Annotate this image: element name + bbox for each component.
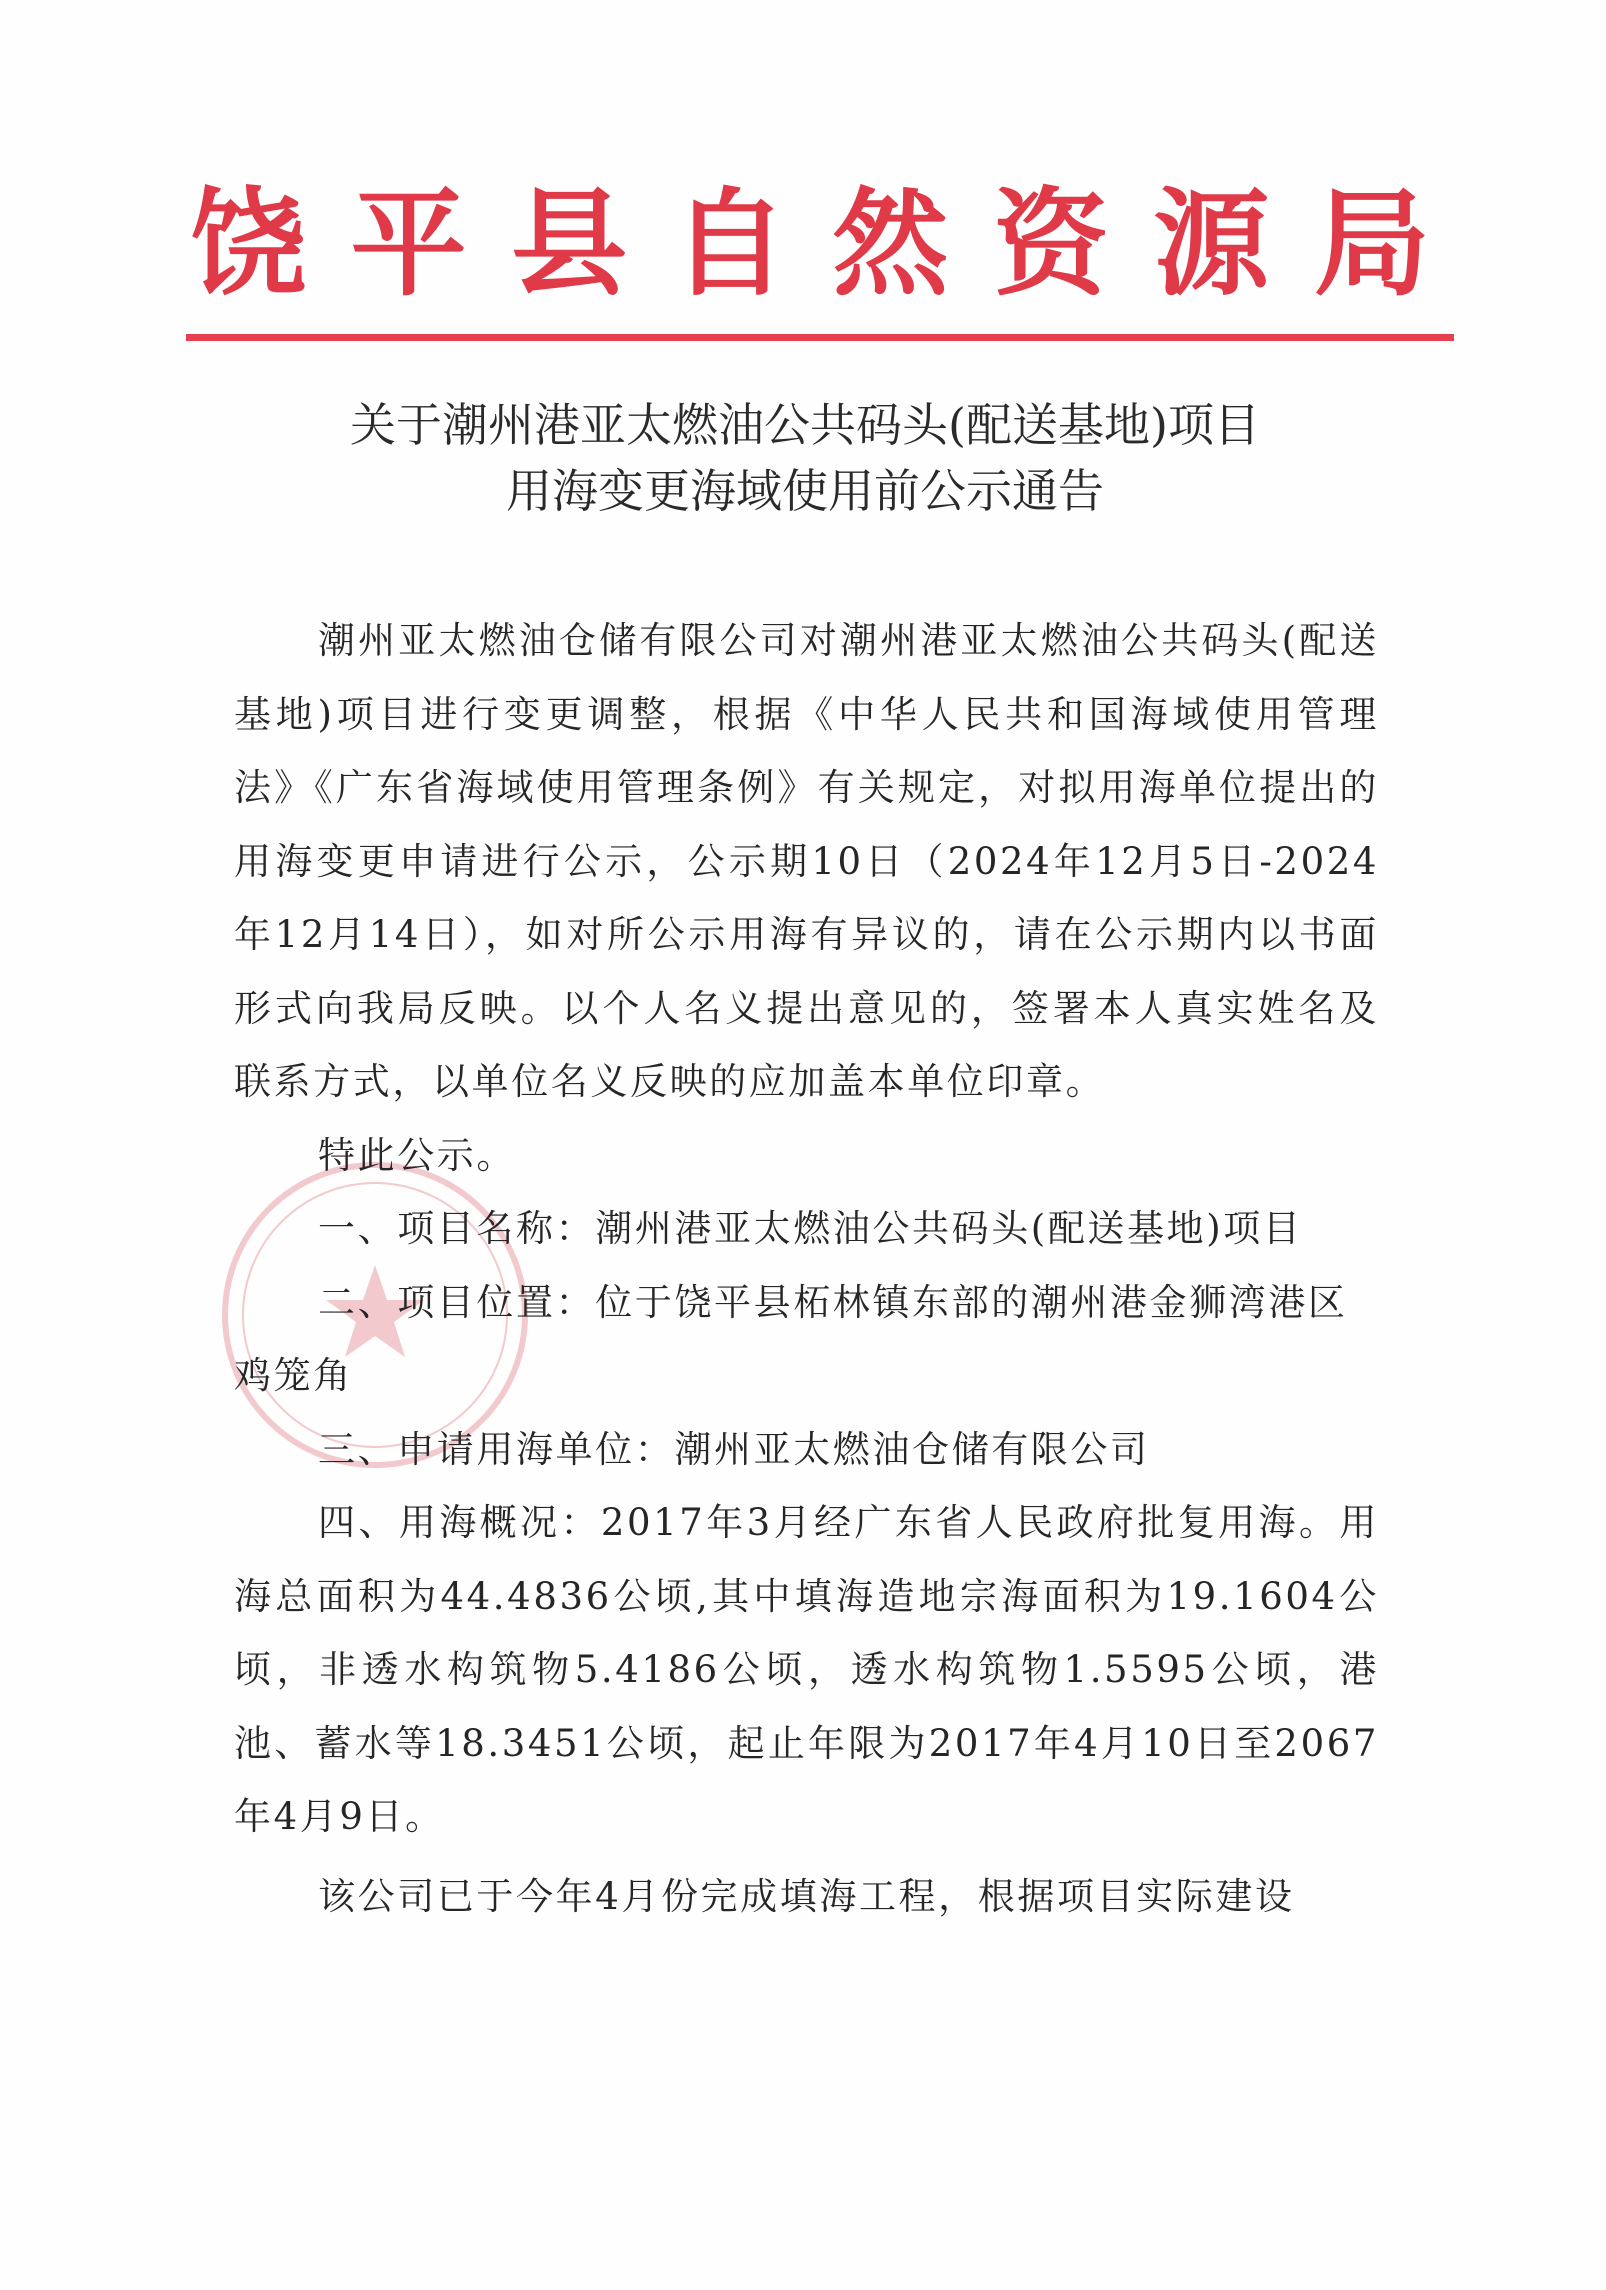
title-line-2: 用海变更海域使用前公示通告 (506, 464, 1104, 518)
title-line-1: 关于潮州港亚太燃油公共码头(配送基地)项目 (350, 398, 1260, 452)
item-applicant: 三、申请用海单位：潮州亚太燃油仓储有限公司 (318, 1427, 1150, 1471)
letterhead-char: 平 (350, 177, 467, 312)
letterhead-char: 自 (671, 177, 788, 312)
notice-line: 特此公示。 (318, 1133, 516, 1177)
letterhead-char: 资 (992, 177, 1109, 312)
letterhead-char: 源 (1153, 177, 1270, 312)
item-sea-use-overview: 四、用海概况：2017年3月经广东省人民政府批复用海。用海总面积为44.4836公顷,其中填海造地宗海面积为19.1604公顷，非透水构筑物5.4186公顷，透水构筑物1.5595公顷，港池、蓄水等18.3451公顷，起止年限为2017年4月10日至2067年4月9日。 (234, 1501, 1379, 1838)
letterhead-char: 然 (832, 177, 949, 312)
notice-title (230, 392, 1380, 524)
body-paragraph: 潮州亚太燃油仓储有限公司对潮州港亚太燃油公共码头(配送基地)项目进行变更调整，根据《中华人民共和国海域使用管理法》《广东省海域使用管理条例》有关规定，对拟用海单位提出的用海变更申请进行公示，公示期10日（2024年12月5日-2024年12月14日），如对所公示用海有异议的，请在公示期内以书面形式向我局反映。以个人名义提出意见的，签署本人真实姓名及联系方式，以单位名义反映的应加盖本单位印章。 (234, 619, 1379, 1103)
agency-letterhead (190, 170, 1430, 320)
item-project-name: 一、项目名称：潮州港亚太燃油公共码头(配送基地)项目 (318, 1207, 1303, 1250)
body-paragraph-continued: 该公司已于今年4月份完成填海工程，根据项目实际建设 (318, 1874, 1295, 1918)
letterhead-char: 局 (1313, 177, 1430, 312)
header-divider (186, 334, 1454, 341)
letterhead-char: 县 (511, 177, 628, 312)
notice-body (234, 604, 1379, 1933)
item-project-location: 二、项目位置：位于饶平县柘林镇东部的潮州港金狮湾港区鸡笼角 (234, 1280, 1348, 1397)
letterhead-char: 饶 (190, 177, 306, 312)
